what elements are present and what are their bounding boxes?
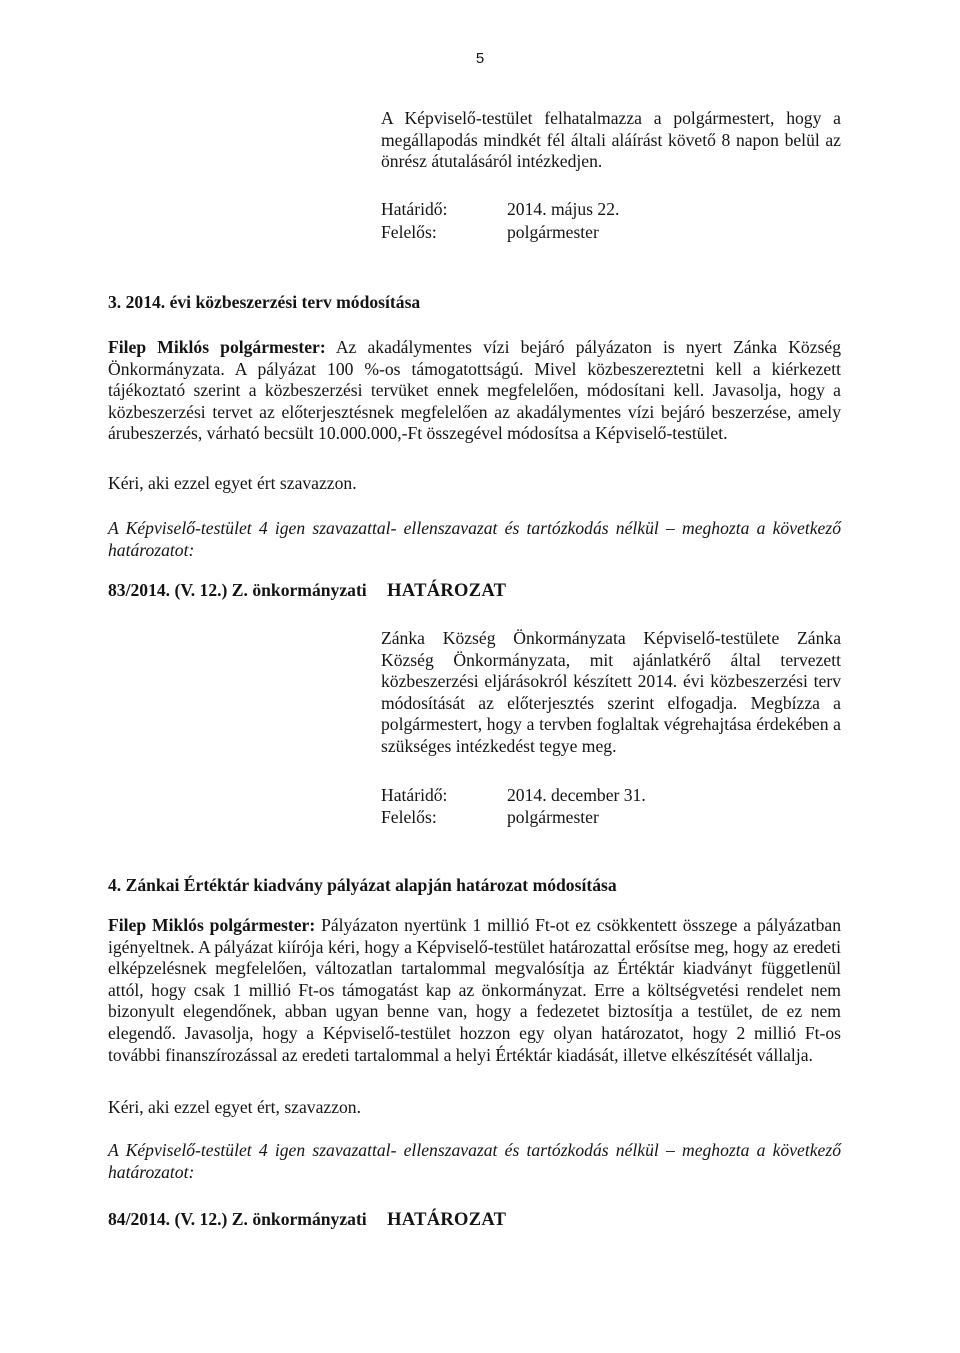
section-3-resolution-text: Zánka Község Önkormányzata Képviselő-testülete Zánka Község Önkormányzata, mit ajánlatkérő által tervezett közbeszerzési eljárásokról készített 2014. évi közbeszerzési terv módosítását az előterjesztés szerint elfogadja. Megbízza a polgármestert, hogy a tervben foglaltak végrehajtása érdekében a szükséges intézkedést tegye meg. — [381, 628, 841, 756]
section-3-resolution-title — [108, 580, 506, 603]
responsible-label: Felelős: — [381, 222, 437, 242]
speaker-name: Filep Miklós polgármester: — [108, 915, 316, 935]
responsible-value: polgármester — [507, 222, 599, 242]
resolution-word: HATÁROZAT — [387, 581, 507, 601]
resolution-word: HATÁROZAT — [387, 1210, 507, 1230]
section-4-heading: 4. Zánkai Értéktár kiadvány pályázat alapján határozat módosítása — [108, 875, 617, 895]
section-3-vote-request: Kéri, aki ezzel egyet ért szavazzon. — [108, 473, 357, 493]
section-3-heading: 3. 2014. évi közbeszerzési terv módosítása — [108, 292, 421, 312]
speech-text: Pályázaton nyertünk 1 millió Ft-ot ez csökkentett összege a pályázatban igényeltnek. A pályázat kiírója kéri, hogy a Képviselő-testület határozattal erősítse meg, hogy az eredeti elképzelésnek megfelelően, változatlan tartalommal megvalósítja az Értéktár kiadványt függetlenül attól, hogy csak 1 millió Ft-os támogatást kap az önkormányzat. Erre a költségvetési rendelet nem bizonyult elegendőnek, abban ugyan benne van, hogy a fedezetet biztosítja a testület, de ez nem elegendő. Javasolja, hogy a Képviselő-testület hozzon egy olyan határozatot, hogy 2 millió Ft-os további finanszírozással az eredeti tartalommal a helyi Értéktár kiadását, illetve elkészítését vállalja. — [108, 915, 841, 1065]
responsible-label: Felelős: — [381, 807, 437, 827]
deadline-value: 2014. december 31. — [507, 785, 646, 805]
resolution-number: 84/2014. (V. 12.) Z. önkormányzati — [108, 1209, 367, 1229]
section-3-vote-result: A Képviselő-testület 4 igen szavazattal- ellenszavazat és tartózkodás nélkül – meghozta a következő határozatot: — [108, 518, 841, 560]
responsible-value: polgármester — [507, 807, 599, 827]
intro-paragraph: A Képviselő-testület felhatalmazza a polgármestert, hogy a megállapodás mindkét fél általi aláírást követő 8 napon belül az önrész átutalásáról intézkedjen. — [381, 108, 841, 172]
section-4-speech — [108, 915, 841, 1066]
section-4-resolution-title — [108, 1209, 506, 1232]
deadline-value: 2014. május 22. — [507, 199, 620, 219]
deadline-label: Határidő: — [381, 199, 448, 219]
speaker-name: Filep Miklós polgármester: — [108, 337, 326, 357]
speech-text: Az akadálymentes vízi bejáró pályázaton is nyert Zánka Község Önkormányzata. A pályázat 100 %-os támogatottságú. Mivel közbeszereztetni kell a kiérkezett tájékoztató szerint a közbeszerzési tervüket ennek megfelelően, módosítani kell. Javasolja, hogy a közbeszerzési tervet az előterjesztésnek megfelelően az akadálymentes vízi bejáró beszerzése, amely árubeszerzés, várható becsült 10.000.000,-Ft összegével módosítsa a Képviselő-testület. — [108, 337, 841, 444]
section-4-vote-request: Kéri, aki ezzel egyet ért, szavazzon. — [108, 1097, 362, 1117]
deadline-label: Határidő: — [381, 785, 448, 805]
resolution-number: 83/2014. (V. 12.) Z. önkormányzati — [108, 580, 367, 600]
page-number: 5 — [475, 50, 485, 67]
section-4-vote-result: A Képviselő-testület 4 igen szavazattal- ellenszavazat és tartózkodás nélkül – meghozta a következő határozatot: — [108, 1140, 841, 1182]
section-3-speech — [108, 337, 841, 445]
